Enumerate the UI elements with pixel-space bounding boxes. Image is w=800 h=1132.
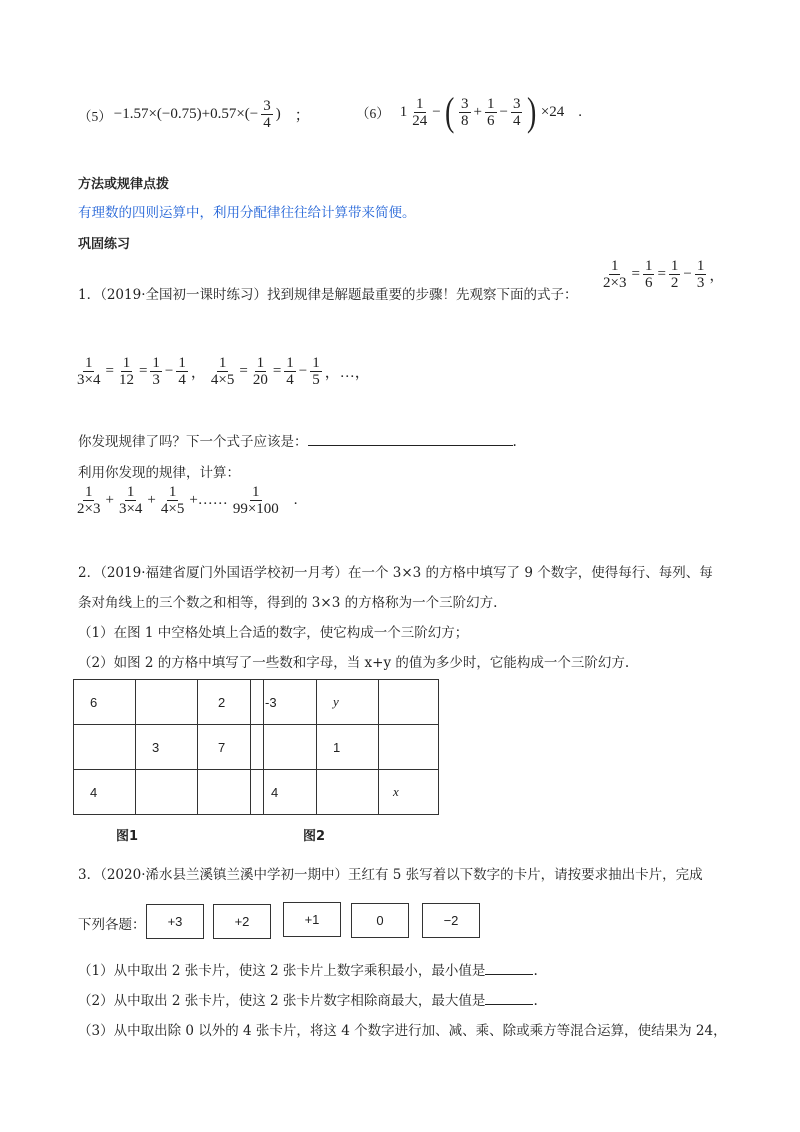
- grid-cell[interactable]: [136, 680, 198, 725]
- denominator: 6: [487, 112, 495, 129]
- denominator: 3: [152, 372, 160, 388]
- grid-cell: -3: [251, 680, 317, 725]
- plus-sign: +: [147, 492, 156, 508]
- q3-line-1: 3．（2020·浠水县兰溪镇兰溪中学初一期中）王红有 5 张写着以下数字的卡片，请按要求抽出卡片，完成: [78, 867, 703, 883]
- equals-sign: =: [272, 363, 282, 379]
- grid-cell[interactable]: [74, 725, 136, 770]
- method-heading: 方法或规律点拨: [78, 177, 170, 192]
- q3-sub-2: [78, 989, 538, 1009]
- q2-line-2: 条对角线上的三个数之和相等，得到的 3×3 的方格称为一个三阶幻方.: [78, 595, 498, 611]
- period: .: [533, 963, 538, 979]
- q1-use-rule: 利用你发现的规律，计算：: [78, 465, 240, 481]
- denominator: 24: [412, 112, 428, 129]
- whole-number: 1: [399, 103, 408, 120]
- practice-heading: 巩固练习: [78, 237, 131, 252]
- denominator: 4×5: [210, 372, 235, 388]
- grid-cell[interactable]: [251, 725, 317, 770]
- numerator: 1: [286, 355, 294, 371]
- q2-sub-2: （2）如图 2 的方格中填写了一些数和字母，当 x+y 的值为多少时，它能构成一个三阶幻方.: [78, 655, 630, 671]
- numerator: 1: [178, 355, 186, 371]
- plus-sign: +: [105, 492, 114, 508]
- equals-sign: =: [105, 363, 114, 379]
- grid-cell[interactable]: [379, 725, 439, 770]
- question-text: 你发现规律了吗？下一个式子应该是：: [78, 434, 308, 450]
- numerator: 1: [416, 95, 424, 112]
- denominator: 3×4: [77, 372, 101, 388]
- sub-question-text: （2）从中取出 2 张卡片，使这 2 张卡片数字相除商最大，最大值是: [78, 993, 486, 1009]
- sub-question-text: （1）从中取出 2 张卡片，使这 2 张卡片上数字乘积最小，最小值是: [78, 963, 486, 979]
- problem-5: [78, 98, 310, 131]
- numerator: 1: [696, 258, 705, 274]
- fraction: [485, 96, 497, 129]
- grid-cell: 2: [198, 680, 264, 725]
- minus-sign: −: [298, 363, 308, 379]
- separator: ，…，: [324, 365, 370, 381]
- numerator: 1: [252, 484, 260, 500]
- grid-cell: 6: [74, 680, 136, 725]
- number-card[interactable]: +2: [213, 904, 271, 939]
- numerator: 1: [610, 258, 619, 274]
- denominator: 4: [512, 112, 521, 129]
- period: .: [533, 993, 538, 1009]
- denominator: 5: [312, 372, 320, 388]
- method-text: 有理数的四则运算中，利用分配律往往给计算带来简便。: [78, 205, 416, 221]
- q2-line-1: 2．（2019·福建省厦门外国语学校初一月考）在一个 3×3 的方格中填写了 9 个数字，使得每行、每列、每: [78, 565, 713, 581]
- equals-sign: =: [239, 363, 248, 379]
- numerator: 1: [670, 258, 679, 274]
- numerator: 1: [218, 355, 227, 371]
- q1-sum-expression: [74, 484, 298, 517]
- denominator: 8: [461, 112, 469, 129]
- grid-cell[interactable]: [136, 770, 198, 815]
- fraction: [261, 98, 273, 131]
- denominator: 4: [178, 372, 186, 388]
- answer-blank[interactable]: [485, 961, 533, 975]
- numerator: 3: [263, 98, 271, 114]
- denominator: 99×100: [232, 501, 279, 517]
- grid-cell: y: [317, 680, 379, 725]
- fraction: [459, 96, 471, 129]
- grid-cell: 4: [74, 770, 136, 815]
- period: .: [512, 434, 517, 450]
- plus-sign: +: [473, 103, 483, 120]
- separator: ，: [709, 268, 725, 284]
- equals-sign: =: [138, 363, 148, 379]
- problem-5-expr: −1.57×(−0.75)+0.57×(−: [113, 106, 259, 122]
- numerator: 1: [168, 484, 177, 500]
- numerator: 1: [152, 355, 160, 371]
- denominator: 4: [263, 115, 271, 131]
- denominator: 6: [644, 275, 653, 291]
- minus-sign: −: [164, 363, 174, 379]
- denominator: 12: [118, 372, 134, 388]
- answer-blank[interactable]: [485, 991, 533, 1005]
- grid-cell: 4: [251, 770, 317, 815]
- numerator: 1: [122, 355, 131, 371]
- numerator: 3: [461, 95, 469, 112]
- denominator: 3×4: [118, 501, 143, 517]
- q3-line-2: 下列各题：: [78, 917, 146, 933]
- ellipsis: +……: [189, 492, 228, 508]
- denominator: 20: [252, 372, 268, 388]
- close-paren: ): [275, 106, 281, 122]
- denominator: 2: [670, 275, 679, 291]
- figure-2-caption: 图2: [303, 829, 326, 844]
- numerator: 1: [126, 484, 135, 500]
- grid-cell: x: [379, 770, 439, 815]
- problem-6-label: （6）: [356, 106, 390, 121]
- denominator: 2×3: [603, 275, 627, 291]
- problem-5-label: （5）: [78, 108, 112, 124]
- q3-sub-3: （3）从中取出除 0 以外的 4 张卡片，将这 4 个数字进行加、减、乘、除或乘方等混合运算，使结果为 24，: [78, 1023, 727, 1039]
- minus-sign: −: [432, 103, 441, 120]
- right-paren: ): [527, 89, 537, 134]
- answer-blank[interactable]: [308, 432, 513, 446]
- numerator: 1: [487, 95, 495, 112]
- minus-sign: −: [499, 103, 508, 120]
- numerator: 1: [256, 355, 265, 371]
- minus-sign: −: [683, 266, 692, 282]
- fraction: [511, 96, 523, 129]
- times-24: ×24: [540, 103, 565, 120]
- grid-cell[interactable]: [379, 680, 439, 725]
- grid-cell: 7: [198, 725, 264, 770]
- figure-1-caption: 图1: [116, 829, 139, 844]
- number-card[interactable]: +3: [146, 904, 204, 939]
- denominator: 3: [696, 275, 705, 291]
- number-card[interactable]: +1: [283, 902, 341, 937]
- left-paren: (: [444, 89, 455, 134]
- numerator: 1: [84, 484, 93, 500]
- magic-square-figure-2: [250, 679, 439, 815]
- numerator: 3: [512, 95, 521, 112]
- period: .: [578, 103, 583, 120]
- number-card[interactable]: −2: [422, 903, 480, 938]
- q1-intro: 1．（2019·全国初一课时练习）找到规律是解题最重要的步骤！先观察下面的式子：: [78, 287, 578, 303]
- q1-equations-2-3: [74, 355, 370, 388]
- separator: ，: [190, 365, 206, 381]
- denominator: 4×5: [160, 501, 185, 517]
- q2-sub-1: （1）在图 1 中空格处填上合适的数字，使它构成一个三阶幻方；: [78, 625, 469, 641]
- period: .: [293, 492, 298, 508]
- numerator: 1: [644, 258, 653, 274]
- separator: ；: [294, 108, 310, 124]
- grid-cell: 3: [136, 725, 198, 770]
- numerator: 1: [84, 355, 93, 371]
- q1-question: [78, 430, 517, 450]
- numerator: 1: [312, 355, 320, 371]
- equals-sign: =: [631, 266, 640, 282]
- denominator: 2×3: [77, 501, 101, 517]
- q1-equation-1: [600, 258, 724, 291]
- grid-cell[interactable]: [317, 770, 379, 815]
- q3-sub-1: [78, 959, 538, 979]
- grid-cell: 1: [317, 725, 379, 770]
- problem-6: [356, 89, 583, 134]
- number-card[interactable]: 0: [351, 903, 409, 938]
- fraction: [410, 96, 429, 129]
- magic-square-figure-1: [73, 679, 264, 815]
- denominator: 4: [286, 372, 294, 388]
- equals-sign: =: [657, 266, 666, 282]
